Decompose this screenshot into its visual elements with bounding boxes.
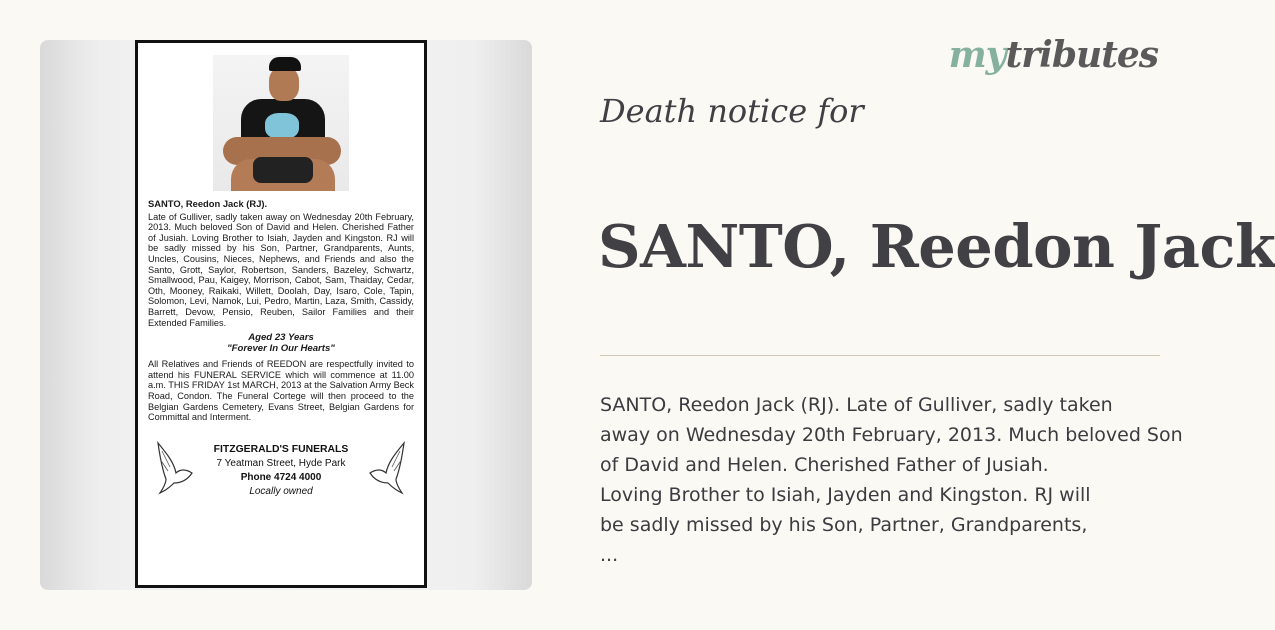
newspaper-clipping [135,40,427,588]
summary-line: of David and Helen. Cherished Father of Jusiah. [600,454,1049,476]
mytributes-logo: mytributes [948,34,1158,76]
funeral-home-tagline: Locally owned [249,485,313,497]
funeral-home-name: FITZGERALD'S FUNERALS [213,443,349,455]
funeral-home-address: 7 Yeatman Street, Hyde Park [216,457,346,469]
notice-heading: SANTO, Reedon Jack (RJ). [148,198,268,209]
page-title: SANTO, Reedon Jack [598,212,1275,281]
notice-paragraph-2: All Relatives and Friends of REEDON are respectfully invited to attend his FUNERAL SERVICE which will commence at 11.00 a.m. THIS FRIDAY 1st MARCH, 2013 at the Salvation Army Beck Road, Condon. The Funeral Cortege will then proceed to the Belgian Gardens Cemetery, Evans Street, Belgian Gardens for Committal and Interment. [148,359,414,423]
funeral-home-block [148,439,414,499]
notice-paragraph-1: Late of Gulliver, sadly taken away on Wednesday 20th February, 2013. Much beloved Son of David and Helen. Cherished Father of Jusiah. Loving Brother to Isiah, Jayden and Kingston. RJ will be sadly missed by his Son, Partner, Grandparents, Aunts, Uncles, Cousins, Nieces, Nephews, and Friends and also the Santo, Grott, Saylor, Robertson, Sanders, Bazeley, Schwartz, Smallwood, Pau, Kaigey, Morrison, Cabot, Sam, Thaiday, Cedar, Oth, Mooney, Raikaki, Willett, Doolah, Day, Isaro, Cole, Tapin, Solomon, Levi, Namok, Lui, Pedro, Martin, Laza, Smith, Cassidy, Barrett, Devow, Pensio, Reuben, Sailor Families and their Extended Families. [148,211,414,328]
summary-line: SANTO, Reedon Jack (RJ). Late of Gulliver, sadly taken [600,394,1113,416]
notice-epitaph: "Forever In Our Hearts" [227,343,335,355]
page-subtitle: Death notice for [600,92,864,130]
summary-ellipsis: ... [600,544,619,566]
divider [600,355,1160,356]
notice-image-panel [40,40,532,590]
summary-line: Loving Brother to Isiah, Jayden and Kingston. RJ will [600,484,1091,506]
summary-line: be sadly missed by his Son, Partner, Grandparents, [600,514,1088,536]
summary-line: away on Wednesday 20th February, 2013. Much beloved Son [600,424,1183,446]
deceased-photo [213,55,349,191]
funeral-home-details [148,443,414,499]
funeral-home-phone: Phone 4724 4000 [240,471,322,483]
notice-age: Aged 23 Years [248,332,314,344]
notice-summary [600,390,1198,570]
